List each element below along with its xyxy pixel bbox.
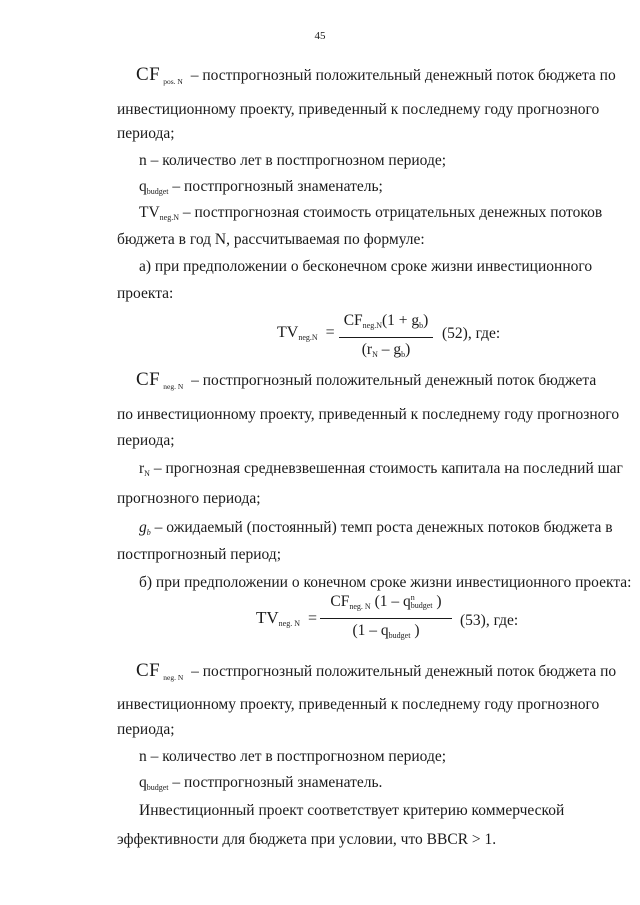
cf-neg-definition-line-1	[136, 369, 597, 396]
cf-neg-definition-line-2: по инвестиционному проекту, приведенный к последнему году прогнозного	[117, 406, 620, 423]
q-subscript: budget	[146, 783, 169, 792]
r-definition-text: – прогнозная средневзвешенная стоимость капитала на последний шаг	[153, 460, 623, 477]
cf-subscript: pos. N	[163, 77, 183, 86]
g-definition-text: – ожидаемый (постоянный) темп роста денежных потоков бюджета в	[154, 519, 613, 536]
n-definition-2: n – количество лет в постпрогнозном периоде;	[139, 748, 447, 765]
q-subscript: budget	[146, 187, 169, 196]
tv-definition-line-1	[139, 204, 603, 227]
cf-neg-definition-text: – постпрогнозный положительный денежный поток бюджета	[191, 372, 597, 389]
q-definition-text: – постпрогнозный знаменатель;	[172, 178, 383, 195]
page-number: 45	[314, 30, 326, 42]
cf-pos-definition-line-2: инвестиционному проекту, приведенный к последнему году прогнозного	[117, 101, 600, 118]
formula-53-lhs: TVneg. N =	[256, 608, 318, 628]
r-definition-line-2: прогнозного периода;	[117, 490, 261, 507]
g-definition-line-1	[139, 519, 613, 542]
formula-53-denominator: (1 – qbudget )	[352, 622, 420, 640]
r-subscript: N	[144, 469, 150, 478]
q-definition-2	[139, 774, 523, 797]
formula-53-bar	[320, 618, 452, 619]
r-symbol: r	[139, 460, 145, 477]
case-b-line: б) при предположении о конечном сроке жизни инвестиционного проекта:	[139, 574, 632, 591]
q-definition-text: – постпрогнозный знаменатель.	[172, 774, 383, 791]
q-symbol: q	[139, 178, 147, 195]
tv-definition-text: – постпрогнозная стоимость отрицательных денежных потоков	[182, 204, 603, 221]
case-a-line-2: проекта:	[117, 285, 174, 302]
cf-symbol: CF	[136, 369, 161, 390]
g-definition-line-2: постпрогнозный период;	[117, 546, 281, 563]
cf-neg-definition-2-line-1	[136, 660, 617, 687]
cf-pos-definition-line-3: периода;	[117, 125, 175, 142]
formula-53-fraction	[320, 593, 452, 645]
cf-neg-definition-line-3: периода;	[117, 432, 175, 449]
cf-pos-definition-text: – постпрогнозный положительный денежный поток бюджета по	[190, 67, 616, 84]
conclusion-line-2: эффективности для бюджета при условии, что BBCR > 1.	[117, 831, 497, 848]
cf-neg-definition-2-line-2: инвестиционному проекту, приведенный к последнему году прогнозного	[117, 696, 600, 713]
formula-52-fraction	[339, 312, 433, 364]
formula-52-lhs: TVneg.N =	[277, 324, 335, 342]
conclusion-line-1: Инвестиционный проект соответствует критерию коммерческой	[139, 802, 565, 819]
cf-subscript: neg. N	[163, 382, 184, 391]
cf-symbol: CF	[136, 660, 161, 681]
q-definition-1	[139, 178, 523, 201]
n-definition-1: n – количество лет в постпрогнозном периоде;	[139, 152, 447, 169]
r-definition-line-1	[139, 460, 623, 483]
formula-52-denominator: (rN – gb)	[361, 341, 411, 359]
formula-53-label: (53), где:	[460, 612, 519, 629]
tv-definition-line-2: бюджета в год N, рассчитываемая по формуле:	[117, 231, 425, 248]
g-symbol: g	[139, 519, 147, 536]
q-symbol: q	[139, 774, 147, 791]
cf-neg-definition-2-text: – постпрогнозный положительный денежный поток бюджета по	[191, 663, 617, 680]
cf-neg-definition-2-line-3: периода;	[117, 721, 175, 738]
case-a-line-1: а) при предположении о бесконечном сроке жизни инвестиционного	[139, 258, 593, 275]
tv-subscript: neg.N	[159, 213, 179, 222]
cf-subscript: neg. N	[163, 673, 184, 682]
formula-52-numerator: CFneg.N(1 + gb)	[343, 312, 429, 330]
cf-pos-definition-line-1	[136, 64, 616, 91]
formula-52-label: (52), где:	[442, 325, 501, 342]
tv-symbol: TV	[139, 204, 160, 221]
formula-52-bar	[339, 337, 433, 338]
formula-53-numerator: CFneg. N (1 – q n budget )	[330, 593, 442, 611]
cf-symbol: CF	[136, 64, 161, 85]
g-subscript: b	[146, 528, 151, 537]
